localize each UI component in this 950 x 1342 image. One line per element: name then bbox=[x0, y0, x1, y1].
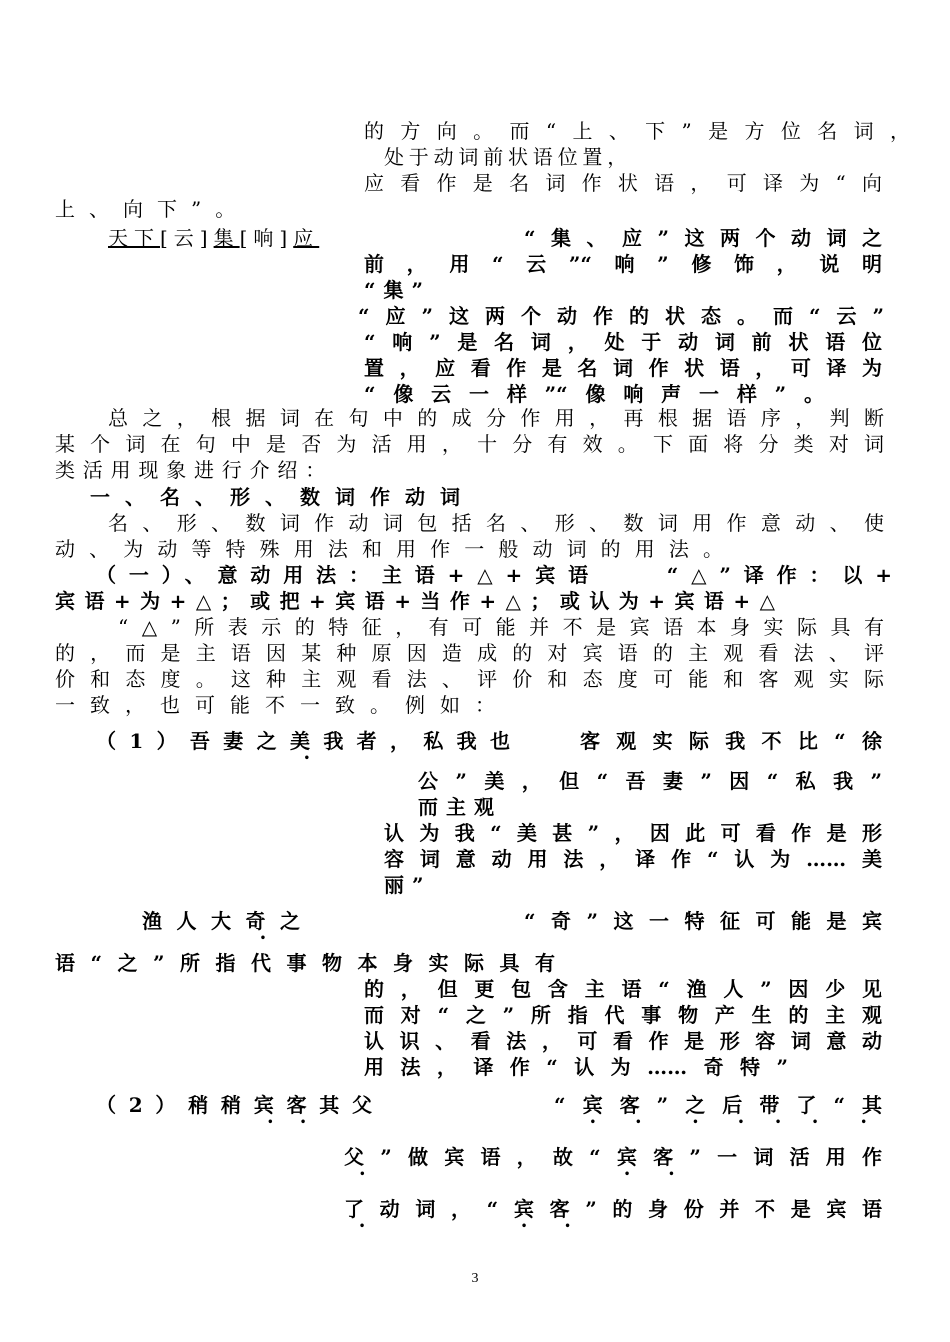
text-segment: ， bbox=[516, 1145, 553, 1169]
text-line: 公”美，但“吾妻”因“私我” bbox=[418, 769, 882, 793]
emphasized-word: 奇 bbox=[245, 909, 280, 933]
text-line: 总之，根据词在句中的成分作用，再根据语序，判断 bbox=[108, 406, 884, 430]
text-line: 的，而是主语因某种原因造成的对宾语的主观看法、评 bbox=[55, 641, 884, 665]
quote-mark: “ bbox=[833, 1093, 845, 1117]
text-line bbox=[344, 1144, 882, 1180]
text-segment: ，“ bbox=[451, 1197, 499, 1221]
text-line: “响”是名词，处于动词前状语位 bbox=[364, 330, 882, 354]
example-text: 渔人大 bbox=[142, 909, 246, 933]
text-line: 应看作是名词作状语，可译为“向 bbox=[364, 171, 882, 195]
bracket-word: [响] bbox=[239, 226, 294, 250]
text-line: 容词意动用法，译作“认为……美 bbox=[384, 847, 882, 871]
emphasized-word: 了 bbox=[796, 1093, 834, 1117]
text-line: 价和态度。这种主观看法、评价和态度可能和客观实际 bbox=[55, 667, 884, 691]
section-heading: 一、名、形、数词作动词 bbox=[90, 485, 460, 509]
text-line: 上、向下”。 bbox=[55, 197, 250, 221]
text-line: 丽” bbox=[384, 873, 432, 897]
underlined-word: 应 bbox=[293, 226, 320, 250]
text-line bbox=[108, 225, 388, 251]
text-line: “集” bbox=[364, 278, 432, 302]
text-segment: 做宾语 bbox=[391, 1145, 517, 1169]
example-text: 我者，私我也 bbox=[323, 729, 511, 753]
text-line: 而主观 bbox=[418, 795, 502, 819]
underlined-word: 天下 bbox=[108, 226, 160, 250]
example-text: （2）稍稍 bbox=[96, 1093, 254, 1117]
text-line: “应”这两个动作的状态。而“云” bbox=[358, 304, 884, 328]
text-line: 客观实际我不比“徐 bbox=[580, 729, 882, 753]
text-segment: ”之后带 bbox=[656, 1093, 797, 1117]
text-segment: 的身份并不是宾语 bbox=[596, 1197, 883, 1221]
text-line: “奇”这一特征可能是宾 bbox=[524, 909, 882, 933]
text-segment: 一词活用作 bbox=[700, 1145, 883, 1169]
emphasized-word: 宾客 bbox=[498, 1197, 586, 1221]
text-line: 名、形、数词作动词包括名、形、数词用作意动、使 bbox=[108, 511, 884, 535]
text-line: 而对“之”所指代事物产生的主观 bbox=[364, 1003, 882, 1027]
quote-mark: ” bbox=[380, 1145, 392, 1169]
text-line: 一致，也可能不一致。例如： bbox=[55, 693, 495, 717]
text-line bbox=[554, 1092, 882, 1128]
text-line: 认识、看法，可看作是形容词意动 bbox=[364, 1029, 882, 1053]
bracket-word: [云] bbox=[160, 226, 214, 250]
text-line: 认为我“美甚”，因此可看作是形 bbox=[384, 821, 882, 845]
emphasized-word: 宾客 bbox=[253, 1093, 320, 1117]
quote-mark: ” bbox=[585, 1197, 597, 1221]
quote-mark: “ bbox=[554, 1093, 566, 1117]
text-line: 用法，译作“认为……奇特” bbox=[364, 1055, 788, 1079]
text-line: “△”所表示的特征，有可能并不是宾语本身实际具有 bbox=[118, 615, 884, 639]
text-line: 处于动词前状语位置， bbox=[384, 145, 632, 169]
text-segment: 动词 bbox=[379, 1197, 452, 1221]
text-segment: 故“ bbox=[552, 1145, 601, 1169]
text-line: 置，应看作是名词作状语，可译为 bbox=[364, 356, 882, 380]
emphasized-word: 宾客 bbox=[565, 1093, 657, 1117]
text-line bbox=[344, 1196, 882, 1232]
emphasized-word: 其 bbox=[844, 1093, 883, 1117]
emphasized-word: 美 bbox=[289, 729, 324, 753]
subsection-heading: 宾语+为+△；或把+宾语+当作+△；或认为+宾语+△ bbox=[55, 589, 775, 613]
text-line: 语“之”所指代事物本身实际具有 bbox=[55, 951, 555, 975]
emphasized-word: 父 bbox=[344, 1145, 381, 1169]
subsection-heading: （一）、意动用法：主语+△+宾语 “△”译作：以+ bbox=[96, 563, 892, 587]
text-line: 动、为动等特殊用法和用作一般动词的用法。 bbox=[55, 537, 723, 561]
example-text: （1）吾妻之 bbox=[96, 729, 290, 753]
text-line: 类活用现象进行介绍： bbox=[55, 458, 333, 482]
text-line: 某个词在句中是否为活用，十分有效。下面将分类对词 bbox=[55, 432, 884, 456]
example-sentence bbox=[96, 728, 510, 764]
example-sentence bbox=[142, 908, 300, 944]
example-text: 其父 bbox=[319, 1093, 373, 1117]
emphasized-word: 了 bbox=[344, 1197, 380, 1221]
page-number: 3 bbox=[471, 1271, 479, 1286]
emphasized-word: 宾客 bbox=[600, 1145, 690, 1169]
example-sentence bbox=[96, 1092, 372, 1128]
text-line: “集、应”这两个动词之 bbox=[524, 226, 882, 250]
text-line: “像云一样”“像响声一样”。 bbox=[364, 382, 824, 406]
text-line: 前，用“云”“响”修饰，说明 bbox=[364, 252, 882, 276]
quote-mark: ” bbox=[689, 1145, 701, 1169]
underlined-word: 集 bbox=[213, 226, 240, 250]
text-line: 的，但更包含主语“渔人”因少见 bbox=[364, 977, 882, 1001]
text-line: 的方向。而“上、下”是方位名词， bbox=[364, 119, 910, 143]
example-text: 之 bbox=[280, 909, 300, 933]
